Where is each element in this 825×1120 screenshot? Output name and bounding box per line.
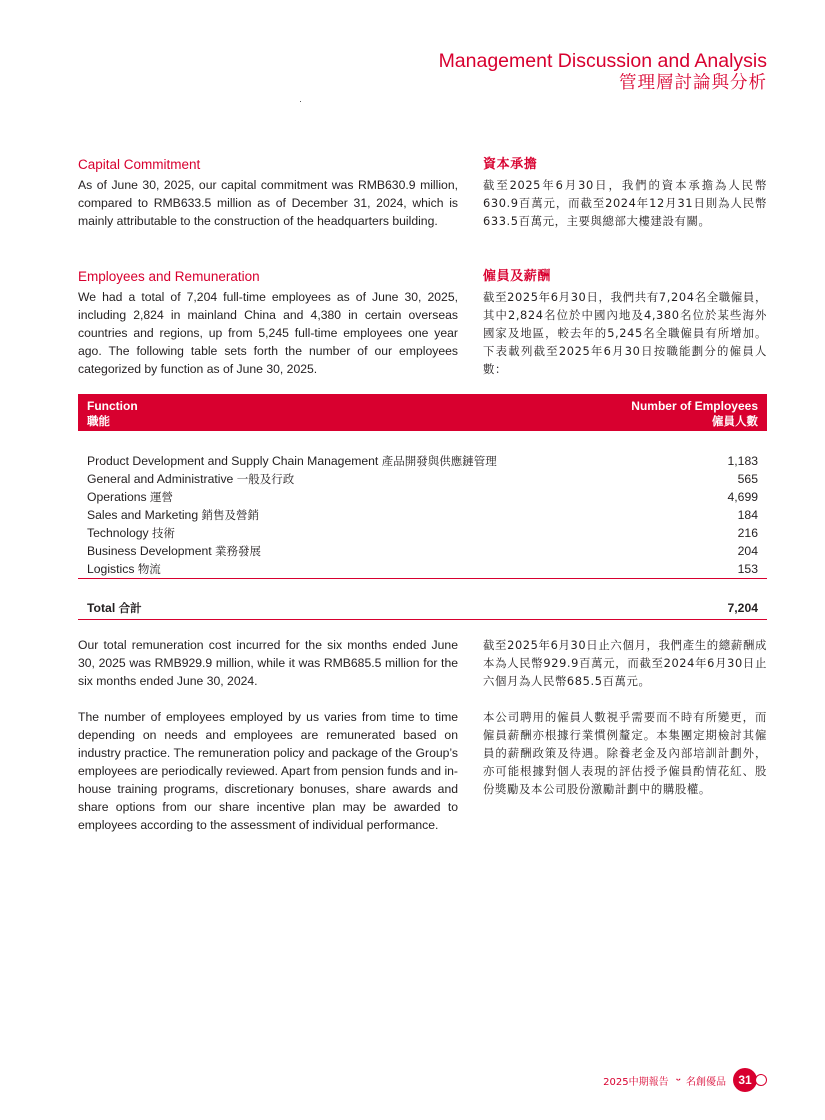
row-count: 1,183 <box>727 454 758 468</box>
row-function-zh: 業務發展 <box>215 544 262 558</box>
remuneration-section-en <box>78 636 458 690</box>
row-count: 204 <box>737 544 758 558</box>
footer-brand-name: 名創優品 <box>686 1076 726 1088</box>
footer-report-label: 2025中期報告 <box>603 1076 669 1088</box>
col-function-en: Function <box>87 399 138 413</box>
employees-body-en: We had a total of 7,204 full-time employees as of June 30, 2025, including 2,824 in mainland China and 4,380 in certain overseas countries and regions, up from 5,245 full-time employees one year ago. The following table sets forth the number of our employees categorized by function as of June 30, 2025. <box>78 290 458 376</box>
capital-commitment-section-zh <box>483 156 767 230</box>
col-count-zh: 僱員人數 <box>712 414 758 428</box>
header-title-en: Management Discussion and Analysis <box>438 50 767 72</box>
row-count: 216 <box>737 526 758 540</box>
remuneration-para2-en: The number of employees employed by us varies from time to time depending on needs and employees are remunerated based on industry practice. The remuneration policy and package of the Group’s employees are periodically reviewed. Apart from pension funds and in-house training programs, discretionary bonuses, share awards and share options from our share incentive plan may be awarded to employees according to the assessment of individual performance. <box>78 710 458 832</box>
table-row <box>78 560 767 578</box>
brand-logo-icon: ᵕ <box>675 1073 681 1087</box>
row-function-en: Sales and Marketing <box>87 508 199 522</box>
page-number: 31 <box>733 1068 757 1092</box>
header-title-zh: 管理層討論與分析 <box>619 73 767 93</box>
table-row <box>78 470 767 488</box>
remuneration-policy-zh <box>483 708 767 798</box>
employee-table-body <box>78 452 767 578</box>
row-function-zh: 運營 <box>150 490 174 504</box>
table-divider <box>78 578 767 579</box>
table-bottom-rule <box>78 619 767 620</box>
row-function-zh: 物流 <box>137 562 161 576</box>
table-total-row <box>78 599 767 617</box>
capital-body-en: As of June 30, 2025, our capital commitment was RMB630.9 million, compared to RMB633.5 million as of December 31, 2024, which is mainly attributable to the construction of the headquarters building. <box>78 178 458 228</box>
stray-dot <box>300 101 301 102</box>
total-label-zh: 合計 <box>118 601 142 615</box>
employees-section-zh <box>483 268 767 378</box>
row-count: 4,699 <box>727 490 758 504</box>
page-header <box>439 50 767 94</box>
page-ring-icon <box>755 1074 767 1086</box>
table-row <box>78 452 767 470</box>
employees-heading-en: Employees and Remuneration <box>78 269 260 284</box>
employee-table-header <box>78 394 767 431</box>
row-function-en: General and Administrative <box>87 472 234 486</box>
employees-body-zh: 截至2025年6月30日，我們共有7,204名全職僱員，其中2,824名位於中國內地及4,380名位於某些海外國家及地區，較去年的5,245名全職僱員有所增加。下表載列截至2025年6月30日按職能劃分的僱員人數： <box>483 290 767 376</box>
page-footer <box>603 1068 767 1092</box>
capital-body-zh: 截至2025年6月30日，我們的資本承擔為人民幣630.9百萬元，而截至2024年12月31日則為人民幣633.5百萬元，主要與總部大樓建設有關。 <box>483 178 767 228</box>
total-count: 7,204 <box>727 601 758 615</box>
row-count: 153 <box>737 562 758 576</box>
row-function-en: Business Development <box>87 544 212 558</box>
row-function-en: Logistics <box>87 562 135 576</box>
employees-heading-zh: 僱員及薪酬 <box>483 269 552 284</box>
table-row <box>78 524 767 542</box>
table-row <box>78 488 767 506</box>
remuneration-para2-zh: 本公司聘用的僱員人數視乎需要而不時有所變更，而僱員薪酬亦根據行業慣例釐定。本集團定期檢討其僱員的薪酬政策及待遇。除養老金及內部培訓計劃外，亦可能根據對個人表現的評估授予僱員酌情花紅、股份獎勵及本公司股份激勵計劃中的購股權。 <box>483 710 767 796</box>
total-label-en: Total <box>87 601 116 615</box>
row-function-zh: 銷售及營銷 <box>201 508 259 522</box>
row-function-en: Product Development and Supply Chain Management <box>87 454 379 468</box>
remuneration-section-zh <box>483 636 767 690</box>
col-count-en: Number of Employees <box>631 399 758 413</box>
table-row <box>78 506 767 524</box>
capital-heading-en: Capital Commitment <box>78 157 201 172</box>
row-count: 565 <box>737 472 758 486</box>
row-count: 184 <box>737 508 758 522</box>
row-function-zh: 產品開發與供應鏈管理 <box>381 454 497 468</box>
remuneration-policy-en <box>78 708 458 834</box>
row-function-en: Operations <box>87 490 147 504</box>
row-function-zh: 一般及行政 <box>236 472 295 486</box>
capital-commitment-section-en <box>78 156 458 230</box>
table-row <box>78 542 767 560</box>
row-function-zh: 技術 <box>152 526 176 540</box>
capital-heading-zh: 資本承擔 <box>483 157 538 172</box>
employees-section-en <box>78 268 458 378</box>
row-function-en: Technology <box>87 526 149 540</box>
remuneration-para1-zh: 截至2025年6月30日止六個月，我們產生的總薪酬成本為人民幣929.9百萬元，而截至2024年6月30日止六個月為人民幣685.5百萬元。 <box>483 638 767 688</box>
col-function-zh: 職能 <box>87 414 110 428</box>
remuneration-para1-en: Our total remuneration cost incurred for the six months ended June 30, 2025 was RMB929.9 million, while it was RMB685.5 million for the six months ended June 30, 2024. <box>78 638 458 688</box>
